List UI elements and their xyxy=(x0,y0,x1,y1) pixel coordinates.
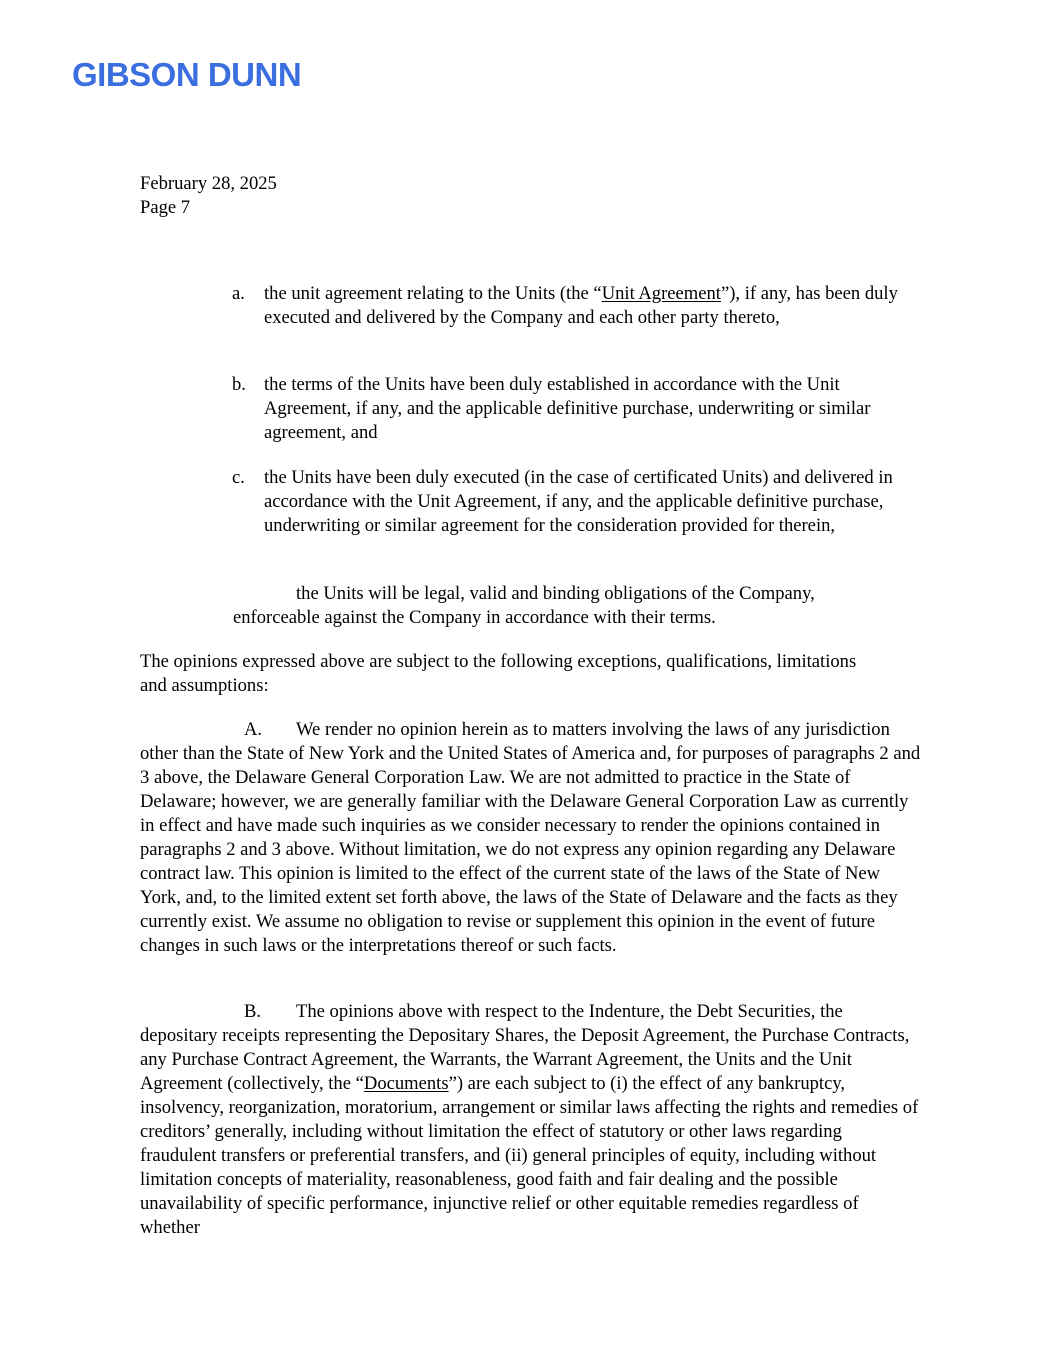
list-item-text: the unit agreement relating to the Units (the “Unit Agreement”), if any, has been duly executed and delivered by the Company and each other party thereto, xyxy=(264,283,898,328)
page-number: Page 7 xyxy=(140,197,191,218)
conclusion-text: the Units will be legal, valid and binding obligations of the Company, enforceable against the Company in accordance with their terms. xyxy=(233,583,815,628)
paragraph-label: B. xyxy=(244,1001,262,1022)
list-item-label: c. xyxy=(232,467,245,488)
list-item-label: b. xyxy=(232,374,246,395)
paragraph-label: A. xyxy=(244,719,263,740)
list-item-c xyxy=(232,466,922,538)
list-item-text: the terms of the Units have been duly established in accordance with the Unit Agreement, if any, and the applicable definitive purchase, underwriting or similar agreement, and xyxy=(264,374,871,443)
paragraph-a xyxy=(140,718,922,958)
firm-logo: GIBSON DUNN xyxy=(72,56,302,93)
defined-term: Documents xyxy=(363,1073,449,1094)
list-item-a xyxy=(232,282,922,330)
letter-date: February 28, 2025 xyxy=(140,173,277,194)
list-item-label: a. xyxy=(232,283,245,304)
list-item-b xyxy=(232,373,922,445)
letter-header xyxy=(140,172,277,220)
defined-term: Unit Agreement xyxy=(601,283,721,304)
intro-paragraph: The opinions expressed above are subject to the following exceptions, qualifications, limitations and assumptions: xyxy=(140,651,857,696)
paragraph-b: B. The opinions above with respect to the Indenture, the Debt Securities, the depositary receipts representing the Depositary Shares, the Deposit Agreement, the Purchase Contracts, any Purchase Contract Agreement, the Warrants, the Warrant Agreement, the Units and the Unit Agreement (collectively, the “Documents”) are each subject to (i) the effect of any bankruptcy, insolvency, reorganization, moratorium, arrangement or similar laws affecting the rights and remedies of creditors’ generally, including without limitation the effect of statutory or other laws regarding fraudulent transfers or preferential transfers, and (ii) general principles of equity, including without limitation concepts of materiality, reasonableness, good faith and fair dealing and the possible unavailability of specific performance, injunctive relief or other equitable remedies regardless of whether xyxy=(140,1001,919,1238)
paragraph-text: We render no opinion herein as to matters involving the laws of any jurisdiction other than the State of New York and the United States of America and, for purposes of paragraphs 2 and 3 above, the Delaware General Corporation Law. We are not admitted to practice in the State of Delaware; however, we are generally familiar with the Delaware General Corporation Law as currently in effect and have made such inquiries as we consider necessary to render the opinions contained in paragraphs 2 and 3 above. Without limitation, we do not express any opinion regarding any Delaware contract law. This opinion is limited to the effect of the current state of the laws of the State of New York, and, to the limited extent set forth above, the laws of the State of Delaware and the facts as they currently exist. We assume no obligation to revise or supplement this opinion in the event of future changes in such laws or the interpretations thereof or such facts. xyxy=(140,719,921,956)
list-item-text: the Units have been duly executed (in the case of certificated Units) and delivered in accordance with the Unit Agreement, if any, and the applicable definitive purchase, underwriting or similar agreement for the consideration provided for therein, xyxy=(264,467,893,536)
